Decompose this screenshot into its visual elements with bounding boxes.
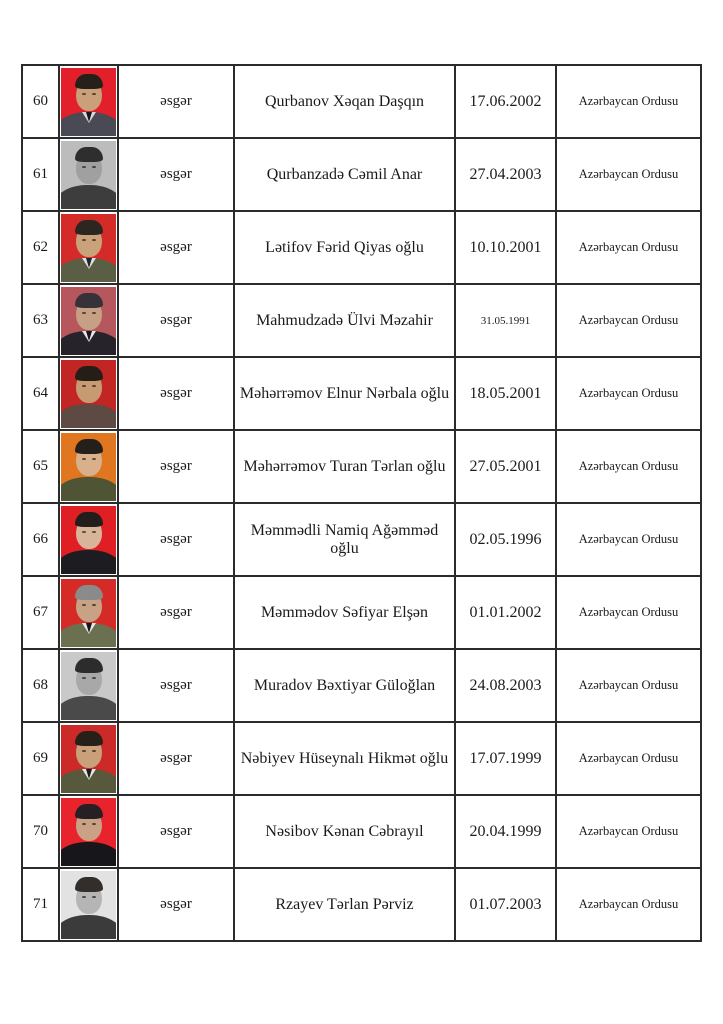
- photo-cell: [59, 868, 118, 941]
- rank-cell: əsgər: [118, 138, 234, 211]
- torso-shape: [61, 550, 116, 574]
- name-cell: Qurbanov Xəqan Daşqın: [234, 65, 455, 138]
- hair-shape: [75, 293, 103, 308]
- army-cell: Azərbaycan Ordusu: [556, 430, 701, 503]
- portrait-photo: [61, 871, 116, 939]
- photo-cell: [59, 722, 118, 795]
- hair-shape: [75, 366, 103, 381]
- torso-shape: [61, 842, 116, 866]
- torso-shape: [61, 769, 116, 793]
- portrait-photo: [61, 798, 116, 866]
- martyrs-table: [21, 64, 702, 942]
- row-number: 63: [22, 284, 59, 357]
- birth-date-cell: 27.05.2001: [455, 430, 556, 503]
- rank-cell: əsgər: [118, 722, 234, 795]
- torso-shape: [61, 185, 116, 209]
- table-row: [22, 284, 701, 357]
- name-cell: Məmmədli Namiq Ağəmməd oğlu: [234, 503, 455, 576]
- row-number: 71: [22, 868, 59, 941]
- photo-cell: [59, 576, 118, 649]
- army-cell: Azərbaycan Ordusu: [556, 138, 701, 211]
- portrait-photo: [61, 506, 116, 574]
- hair-shape: [75, 585, 103, 600]
- table-row: [22, 211, 701, 284]
- portrait-photo: [61, 725, 116, 793]
- birth-date-cell: 10.10.2001: [455, 211, 556, 284]
- rank-cell: əsgər: [118, 65, 234, 138]
- hair-shape: [75, 658, 103, 673]
- photo-cell: [59, 211, 118, 284]
- army-cell: Azərbaycan Ordusu: [556, 211, 701, 284]
- table-row: [22, 795, 701, 868]
- row-number: 66: [22, 503, 59, 576]
- row-number: 65: [22, 430, 59, 503]
- rank-cell: əsgər: [118, 357, 234, 430]
- name-cell: Məmmədov Səfiyar Elşən: [234, 576, 455, 649]
- table-row: [22, 357, 701, 430]
- row-number: 67: [22, 576, 59, 649]
- row-number: 70: [22, 795, 59, 868]
- name-cell: Nəsibov Kənan Cəbrayıl: [234, 795, 455, 868]
- army-cell: Azərbaycan Ordusu: [556, 65, 701, 138]
- rank-cell: əsgər: [118, 576, 234, 649]
- birth-date-cell: 31.05.1991: [455, 284, 556, 357]
- row-number: 68: [22, 649, 59, 722]
- army-cell: Azərbaycan Ordusu: [556, 722, 701, 795]
- torso-shape: [61, 112, 116, 136]
- hair-shape: [75, 439, 103, 454]
- name-cell: Qurbanzadə Cəmil Anar: [234, 138, 455, 211]
- photo-cell: [59, 138, 118, 211]
- torso-shape: [61, 623, 116, 647]
- torso-shape: [61, 696, 116, 720]
- table-row: [22, 65, 701, 138]
- row-number: 60: [22, 65, 59, 138]
- birth-date-cell: 17.07.1999: [455, 722, 556, 795]
- birth-date-cell: 02.05.1996: [455, 503, 556, 576]
- rank-cell: əsgər: [118, 503, 234, 576]
- photo-cell: [59, 65, 118, 138]
- portrait-photo: [61, 652, 116, 720]
- name-cell: Muradov Bəxtiyar Güloğlan: [234, 649, 455, 722]
- table-row: [22, 503, 701, 576]
- rank-cell: əsgər: [118, 284, 234, 357]
- birth-date-cell: 27.04.2003: [455, 138, 556, 211]
- hair-shape: [75, 512, 103, 527]
- photo-cell: [59, 430, 118, 503]
- table-row: [22, 430, 701, 503]
- birth-date-cell: 24.08.2003: [455, 649, 556, 722]
- photo-cell: [59, 649, 118, 722]
- table-row: [22, 576, 701, 649]
- birth-date-cell: 20.04.1999: [455, 795, 556, 868]
- portrait-photo: [61, 287, 116, 355]
- birth-date-cell: 01.01.2002: [455, 576, 556, 649]
- photo-cell: [59, 795, 118, 868]
- table-row: [22, 868, 701, 941]
- name-cell: Məhərrəmov Turan Tərlan oğlu: [234, 430, 455, 503]
- torso-shape: [61, 915, 116, 939]
- hair-shape: [75, 731, 103, 746]
- row-number: 62: [22, 211, 59, 284]
- hair-shape: [75, 804, 103, 819]
- army-cell: Azərbaycan Ordusu: [556, 503, 701, 576]
- portrait-photo: [61, 433, 116, 501]
- table-row: [22, 138, 701, 211]
- rank-cell: əsgər: [118, 430, 234, 503]
- army-cell: Azərbaycan Ordusu: [556, 284, 701, 357]
- photo-cell: [59, 357, 118, 430]
- hair-shape: [75, 220, 103, 235]
- army-cell: Azərbaycan Ordusu: [556, 576, 701, 649]
- army-cell: Azərbaycan Ordusu: [556, 868, 701, 941]
- rank-cell: əsgər: [118, 649, 234, 722]
- name-cell: Məhərrəmov Elnur Nərbala oğlu: [234, 357, 455, 430]
- birth-date-cell: 01.07.2003: [455, 868, 556, 941]
- hair-shape: [75, 74, 103, 89]
- row-number: 61: [22, 138, 59, 211]
- rank-cell: əsgər: [118, 868, 234, 941]
- portrait-photo: [61, 141, 116, 209]
- name-cell: Lətifov Fərid Qiyas oğlu: [234, 211, 455, 284]
- army-cell: Azərbaycan Ordusu: [556, 795, 701, 868]
- name-cell: Rzayev Tərlan Pərviz: [234, 868, 455, 941]
- army-cell: Azərbaycan Ordusu: [556, 357, 701, 430]
- portrait-photo: [61, 214, 116, 282]
- row-number: 69: [22, 722, 59, 795]
- hair-shape: [75, 147, 103, 162]
- portrait-photo: [61, 579, 116, 647]
- row-number: 64: [22, 357, 59, 430]
- table-row: [22, 722, 701, 795]
- name-cell: Nəbiyev Hüseynalı Hikmət oğlu: [234, 722, 455, 795]
- torso-shape: [61, 477, 116, 501]
- portrait-photo: [61, 360, 116, 428]
- photo-cell: [59, 284, 118, 357]
- birth-date-cell: 17.06.2002: [455, 65, 556, 138]
- torso-shape: [61, 331, 116, 355]
- table-row: [22, 649, 701, 722]
- portrait-photo: [61, 68, 116, 136]
- name-cell: Mahmudzadə Ülvi Məzahir: [234, 284, 455, 357]
- torso-shape: [61, 404, 116, 428]
- photo-cell: [59, 503, 118, 576]
- rank-cell: əsgər: [118, 211, 234, 284]
- rank-cell: əsgər: [118, 795, 234, 868]
- birth-date-cell: 18.05.2001: [455, 357, 556, 430]
- army-cell: Azərbaycan Ordusu: [556, 649, 701, 722]
- torso-shape: [61, 258, 116, 282]
- hair-shape: [75, 877, 103, 892]
- table-body: [22, 65, 701, 941]
